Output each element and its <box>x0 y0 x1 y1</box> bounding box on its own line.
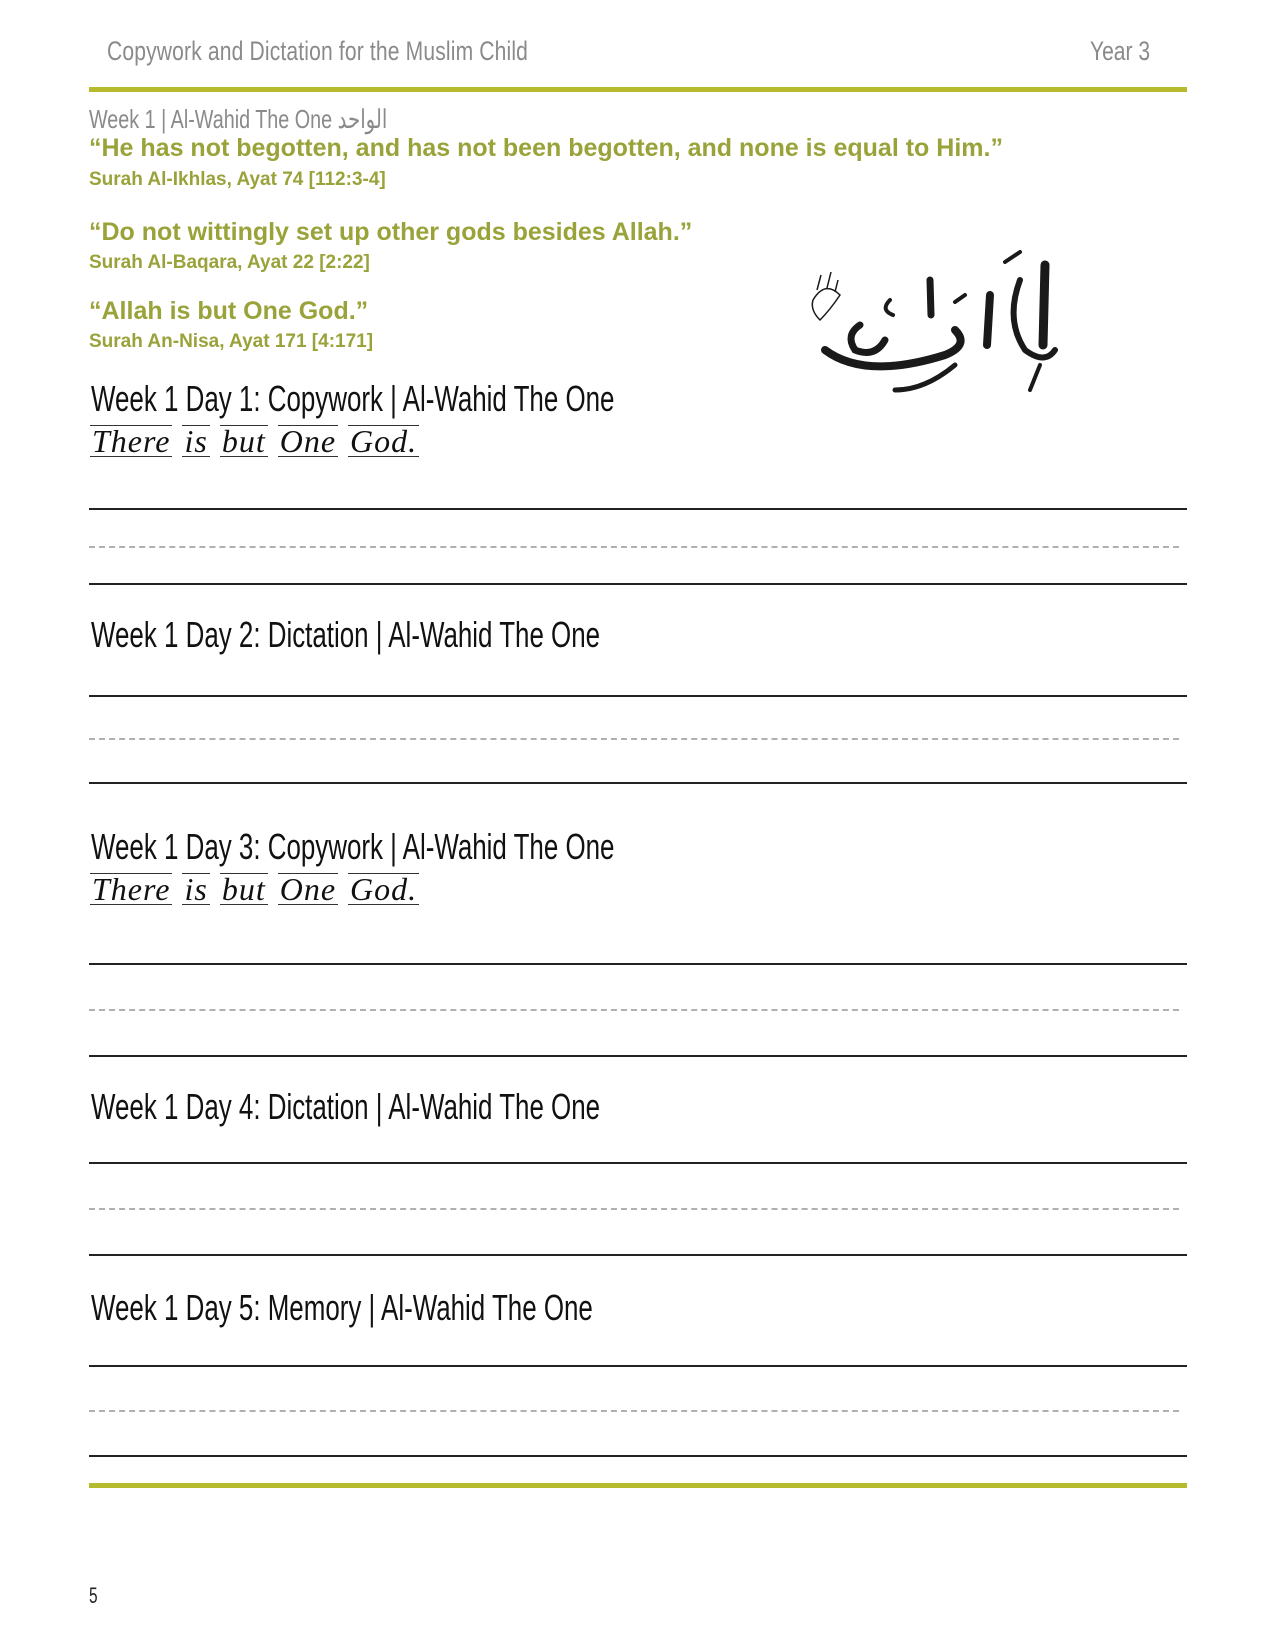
section-day-1-title: Week 1 Day 1: Copywork | Al-Wahid The One <box>91 378 615 419</box>
quote-2: “Do not wittingly set up other gods besides Allah.” <box>89 218 693 246</box>
cursive-word: is <box>184 423 208 459</box>
cursive-word: God. <box>350 871 418 907</box>
writing-line-top[interactable] <box>89 695 1187 697</box>
document-title: Copywork and Dictation for the Muslim Child <box>107 36 529 66</box>
writing-line-mid <box>89 1410 1179 1412</box>
writing-line-mid <box>89 738 1179 740</box>
cursive-word: but <box>221 423 266 459</box>
writing-line-top[interactable] <box>89 1365 1187 1367</box>
section-day-4-title: Week 1 Day 4: Dictation | Al-Wahid The One <box>91 1086 601 1127</box>
writing-line-top[interactable] <box>89 963 1187 965</box>
writing-line-top[interactable] <box>89 1162 1187 1164</box>
quote-3-reference: Surah An-Nisa, Ayat 171 [4:171] <box>89 331 374 352</box>
writing-line-base[interactable] <box>89 1455 1187 1457</box>
footer-divider <box>89 1483 1187 1488</box>
quote-3: “Allah is but One God.” <box>89 297 369 325</box>
cursive-word: There <box>92 423 171 459</box>
copywork-sentence-day-3 <box>90 871 429 908</box>
section-day-3-title: Week 1 Day 3: Copywork | Al-Wahid The One <box>91 826 615 867</box>
header-divider <box>89 87 1187 92</box>
writing-line-mid <box>89 1009 1179 1011</box>
writing-line-mid <box>89 546 1179 548</box>
copywork-sentence-day-1 <box>90 423 429 460</box>
writing-line-base[interactable] <box>89 1055 1187 1057</box>
year-label: Year 3 <box>1089 36 1150 66</box>
cursive-word: There <box>92 871 171 907</box>
cursive-word: is <box>184 871 208 907</box>
cursive-word: God. <box>350 423 418 459</box>
quote-1: “He has not begotten, and has not been begotten, and none is equal to Him.” <box>89 134 1003 162</box>
al-wahid-calligraphy <box>805 240 1075 415</box>
week-heading: Week 1 | Al-Wahid The One الواحد <box>89 104 388 134</box>
writing-line-top[interactable] <box>89 508 1187 510</box>
quote-2-reference: Surah Al-Baqara, Ayat 22 [2:22] <box>89 252 370 273</box>
writing-line-base[interactable] <box>89 782 1187 784</box>
cursive-word: but <box>221 871 266 907</box>
cursive-word: One <box>279 423 337 459</box>
cursive-word: One <box>279 871 337 907</box>
quote-1-reference: Surah Al-Ikhlas, Ayat 74 [112:3-4] <box>89 169 386 190</box>
section-day-2-title: Week 1 Day 2: Dictation | Al-Wahid The One <box>91 614 601 655</box>
writing-line-base[interactable] <box>89 583 1187 585</box>
writing-line-mid <box>89 1208 1179 1210</box>
writing-line-base[interactable] <box>89 1254 1187 1256</box>
section-day-5-title: Week 1 Day 5: Memory | Al-Wahid The One <box>91 1287 593 1328</box>
page-number: 5 <box>89 1583 98 1608</box>
